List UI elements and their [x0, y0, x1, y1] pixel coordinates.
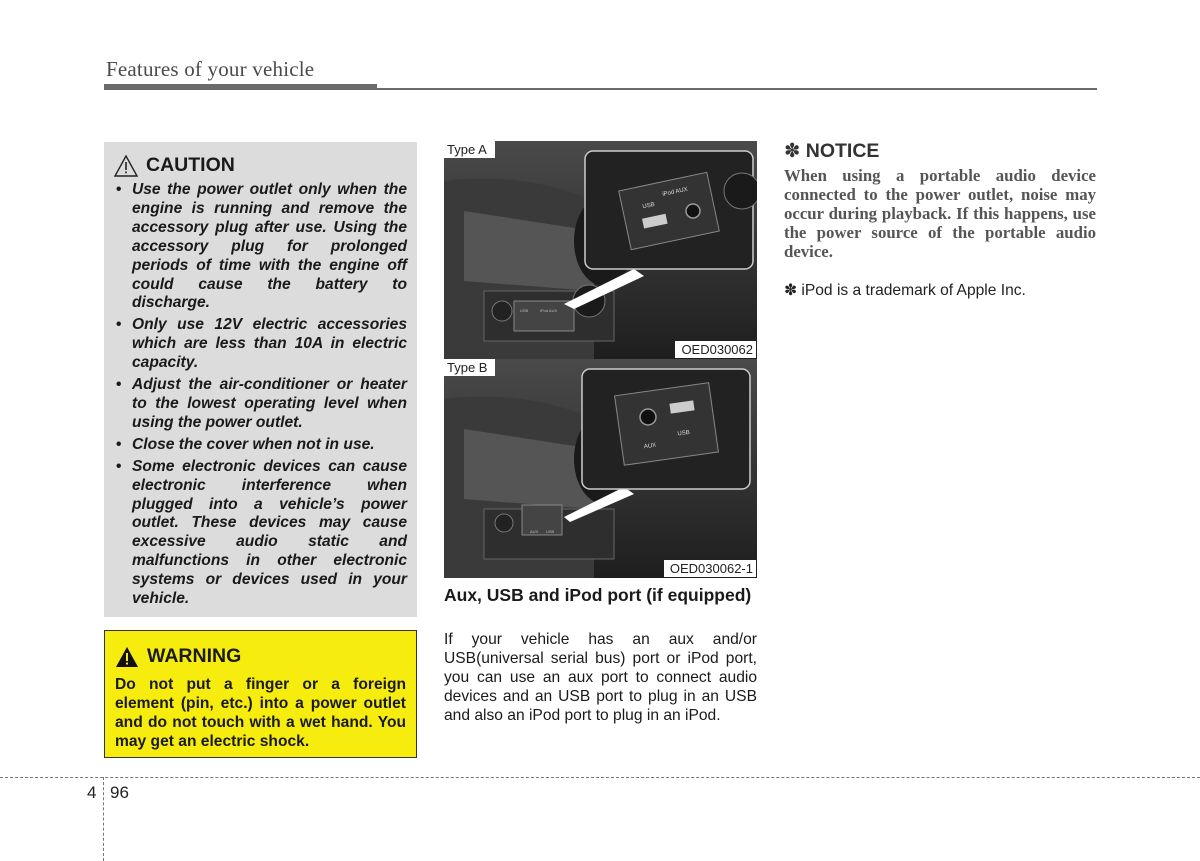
figure-type-a: [444, 141, 757, 359]
type-b-console-aux-label: AUX: [530, 529, 539, 534]
footer-vertical-divider: [103, 777, 104, 861]
caution-item: • Some electronic devices can cause electronic interference when plugged into a vehicle’s power outlet. These devices may cause excessive audio static and malfunctions in other electronic systems or devices used in your vehicle.: [114, 458, 407, 609]
type-a-console-ipod-aux-label: iPod AUX: [540, 308, 558, 313]
notice-title: ✽ NOTICE: [784, 140, 880, 162]
type-a-inset-usb-label: USB: [642, 201, 656, 211]
warning-title: WARNING: [147, 645, 242, 667]
figure-code: OED030062: [675, 341, 756, 358]
trademark-note: ✽ iPod is a trademark of Apple Inc.: [784, 282, 1026, 299]
page-header-title: Features of your vehicle: [106, 57, 315, 81]
chapter-number: 4: [87, 783, 97, 802]
caution-heading: [114, 154, 407, 177]
notice-body: When using a portable audio device connected to the power outlet, noise may occur during playback. If this happens, use the power source of the portable audio device.: [784, 166, 1096, 261]
type-a-console-usb-label: USB: [520, 308, 529, 313]
warning-heading: [115, 645, 406, 668]
type-b-inset-usb-label: USB: [677, 429, 691, 438]
caution-triangle-icon: [114, 155, 138, 177]
type-a-console-illustration: [444, 141, 757, 359]
caution-item: • Only use 12V electric accessories which are less than 10A in electric capacity.: [114, 316, 407, 373]
figure-label: Type A: [444, 141, 495, 158]
warning-triangle-icon: [115, 646, 139, 668]
caution-title: CAUTION: [146, 154, 235, 176]
section-title: Aux, USB and iPod port (if equipped): [444, 585, 752, 605]
figure-label: Type B: [444, 359, 495, 376]
caution-box: [104, 142, 417, 617]
type-b-console-illustration: [444, 359, 757, 578]
footer-divider: [0, 777, 1200, 778]
figure-type-b: [444, 359, 757, 578]
type-a-inset-ipod-aux-label: iPod AUX: [661, 186, 689, 198]
type-b-console-usb-label: USB: [546, 529, 555, 534]
caution-item: • Adjust the air-conditioner or heater to the lowest operating level when using the power outlet.: [114, 376, 407, 433]
warning-text: Do not put a finger or a foreign element (pin, etc.) into a power outlet and do not touch with a wet hand. You may get an electric shock.: [115, 676, 406, 750]
header-rule-thin: [377, 88, 1097, 90]
section-body: If your vehicle has an aux and/or USB(universal serial bus) port or iPod port, you can use an aux port to connect audio devices and an USB port to plug in an USB and also an iPod port to plug in an iPod.: [444, 631, 757, 724]
caution-list: [114, 181, 407, 609]
page-number: 96: [110, 783, 129, 802]
caution-item: • Close the cover when not in use.: [114, 436, 407, 455]
caution-item: • Use the power outlet only when the engine is running and remove the accessory plug after use. Using the accessory plug for prolonged periods of time with the engine off could cause the battery to discharge.: [114, 181, 407, 313]
type-b-inset-aux-label: AUX: [643, 442, 657, 451]
figure-code: OED030062-1: [664, 560, 756, 577]
header-rule: [104, 84, 377, 90]
warning-box: [104, 630, 417, 758]
